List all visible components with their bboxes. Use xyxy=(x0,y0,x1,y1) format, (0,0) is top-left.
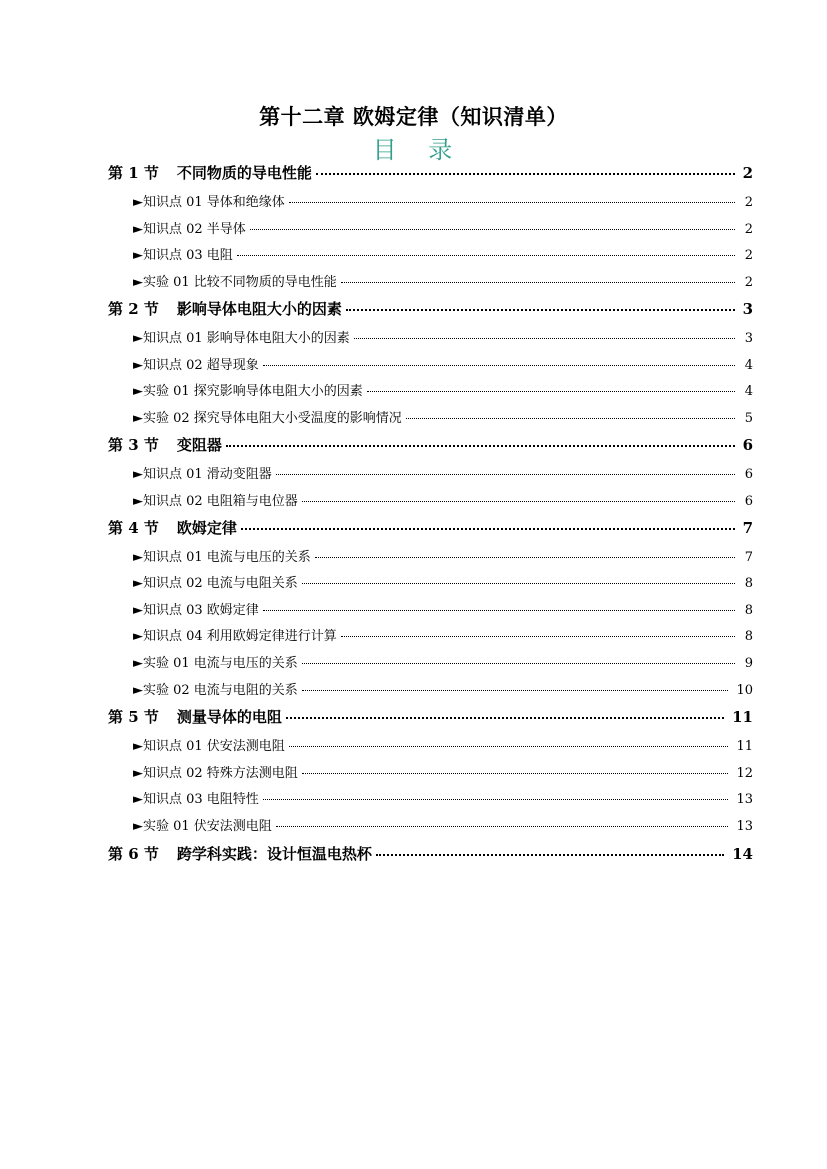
page-number: 2 xyxy=(744,275,753,290)
item-title: ►实验 01 电流与电压的关系 xyxy=(133,656,298,671)
item-title: ►实验 01 探究影响导体电阻大小的因素 xyxy=(133,384,363,399)
dot-leader xyxy=(354,338,735,339)
page-number: 9 xyxy=(744,656,753,671)
toc-item[interactable] xyxy=(133,762,753,781)
page-number: 12 xyxy=(736,766,753,781)
dot-leader xyxy=(289,202,735,203)
page-number: 7 xyxy=(744,550,753,565)
toc-item[interactable] xyxy=(133,271,753,290)
toc-item[interactable] xyxy=(133,735,753,754)
page-number: 14 xyxy=(732,845,753,863)
dot-leader xyxy=(226,445,735,447)
page-number: 5 xyxy=(744,411,753,426)
section-number: 第 5 节 xyxy=(108,708,159,726)
item-title: ►知识点 02 超导现象 xyxy=(133,358,259,373)
section-title: 变阻器 xyxy=(176,436,222,454)
section-number: 第 4 节 xyxy=(108,519,159,537)
page-number: 10 xyxy=(736,683,753,698)
toc-item[interactable] xyxy=(133,679,753,698)
section-number: 第 6 节 xyxy=(108,845,159,863)
section-number: 第 2 节 xyxy=(108,300,159,318)
toc-item[interactable] xyxy=(133,407,753,426)
toc-section[interactable] xyxy=(108,434,753,455)
dot-leader xyxy=(263,799,729,800)
dot-leader xyxy=(263,365,735,366)
item-title: ►知识点 01 伏安法测电阻 xyxy=(133,739,285,754)
section-number: 第 3 节 xyxy=(108,436,159,454)
item-title: ►知识点 02 半导体 xyxy=(133,222,246,237)
item-title: ►知识点 02 电流与电阻关系 xyxy=(133,576,298,591)
dot-leader xyxy=(346,309,735,311)
page-number: 8 xyxy=(744,629,753,644)
page-number: 13 xyxy=(736,819,753,834)
document-title: 第十二章 欧姆定律（知识清单） xyxy=(259,104,568,129)
page-number: 6 xyxy=(742,436,753,454)
toc-item[interactable] xyxy=(133,788,753,807)
dot-leader xyxy=(302,773,729,774)
page-number: 2 xyxy=(744,222,753,237)
dot-leader xyxy=(286,717,724,719)
toc-item[interactable] xyxy=(133,244,753,263)
toc-section[interactable] xyxy=(108,517,753,538)
dot-leader xyxy=(316,173,735,175)
section-number: 第 1 节 xyxy=(108,164,159,182)
toc-item[interactable] xyxy=(133,546,753,565)
toc-item[interactable] xyxy=(133,191,753,210)
dot-leader xyxy=(376,854,724,856)
toc-item[interactable] xyxy=(133,327,753,346)
dot-leader xyxy=(367,391,735,392)
item-title: ►知识点 03 欧姆定律 xyxy=(133,603,259,618)
section-title: 不同物质的导电性能 xyxy=(176,164,312,182)
toc-heading: 目 录 xyxy=(372,136,465,164)
dot-leader xyxy=(406,418,735,419)
dot-leader xyxy=(241,528,735,530)
page-number: 3 xyxy=(744,331,753,346)
dot-leader xyxy=(276,474,735,475)
page-number: 11 xyxy=(736,739,753,754)
page-number: 13 xyxy=(736,792,753,807)
item-title: ►实验 01 伏安法测电阻 xyxy=(133,819,272,834)
section-title: 测量导体的电阻 xyxy=(176,708,282,726)
dot-leader xyxy=(302,583,735,584)
page-number: 2 xyxy=(744,195,753,210)
toc-item[interactable] xyxy=(133,599,753,618)
section-title: 跨学科实践：设计恒温电热杯 xyxy=(176,845,372,863)
toc-section[interactable] xyxy=(108,162,753,183)
item-title: ►知识点 01 影响导体电阻大小的因素 xyxy=(133,331,350,346)
page-number: 2 xyxy=(744,248,753,263)
item-title: ►知识点 02 特殊方法测电阻 xyxy=(133,766,298,781)
page-number: 6 xyxy=(744,494,753,509)
page-number: 4 xyxy=(744,384,753,399)
toc-item[interactable] xyxy=(133,354,753,373)
toc-item[interactable] xyxy=(133,572,753,591)
page-number: 2 xyxy=(742,164,753,182)
toc-item[interactable] xyxy=(133,463,753,482)
toc-item[interactable] xyxy=(133,625,753,644)
toc-item[interactable] xyxy=(133,490,753,509)
item-title: ►实验 02 电流与电阻的关系 xyxy=(133,683,298,698)
toc-item[interactable] xyxy=(133,218,753,237)
item-title: ►实验 01 比较不同物质的导电性能 xyxy=(133,275,337,290)
page-number: 3 xyxy=(742,300,753,318)
dot-leader xyxy=(302,663,735,664)
section-title: 影响导体电阻大小的因素 xyxy=(176,300,342,318)
page-number: 7 xyxy=(742,519,753,537)
toc-section[interactable] xyxy=(108,843,753,864)
dot-leader xyxy=(341,282,735,283)
toc-item[interactable] xyxy=(133,380,753,399)
page-number: 11 xyxy=(732,708,753,726)
dot-leader xyxy=(289,746,729,747)
section-title: 欧姆定律 xyxy=(176,519,237,537)
page-number: 8 xyxy=(744,576,753,591)
toc-item[interactable] xyxy=(133,652,753,671)
dot-leader xyxy=(302,690,729,691)
item-title: ►知识点 01 滑动变阻器 xyxy=(133,467,272,482)
page-number: 4 xyxy=(744,358,753,373)
page-number: 6 xyxy=(744,467,753,482)
toc-item[interactable] xyxy=(133,815,753,834)
item-title: ►知识点 03 电阻 xyxy=(133,248,233,263)
item-title: ►知识点 02 电阻箱与电位器 xyxy=(133,494,298,509)
item-title: ►知识点 03 电阻特性 xyxy=(133,792,259,807)
toc-section[interactable] xyxy=(108,706,753,727)
item-title: ►实验 02 探究导体电阻大小受温度的影响情况 xyxy=(133,411,402,426)
dot-leader xyxy=(250,229,735,230)
dot-leader xyxy=(263,610,735,611)
dot-leader xyxy=(276,826,729,827)
item-title: ►知识点 01 电流与电压的关系 xyxy=(133,550,311,565)
item-title: ►知识点 01 导体和绝缘体 xyxy=(133,195,285,210)
dot-leader xyxy=(302,501,735,502)
toc-section[interactable] xyxy=(108,298,753,319)
dot-leader xyxy=(341,636,735,637)
page-number: 8 xyxy=(744,603,753,618)
dot-leader xyxy=(237,255,735,256)
item-title: ►知识点 04 利用欧姆定律进行计算 xyxy=(133,629,337,644)
dot-leader xyxy=(315,557,735,558)
